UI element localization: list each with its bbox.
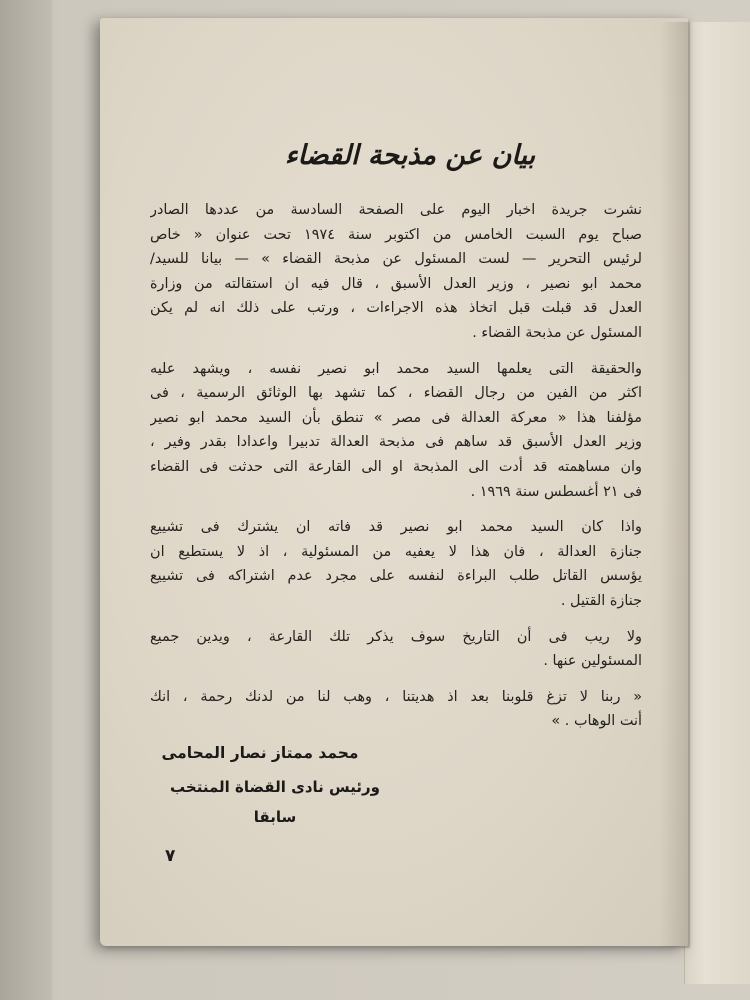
paragraph: [150, 198, 642, 346]
text-line: جنازة القتيل .: [560, 592, 642, 609]
text-line: المسئول عن مذبحة القضاء .: [472, 324, 642, 341]
signature-title: ورئيس نادى القضاة المنتخب سابقا: [170, 778, 380, 826]
text-line: واذا كان السيد محمد ابو نصير قد فاته ان يشترك فى تشييع: [150, 519, 642, 536]
text-line: العدل قد قبلت قبل اتخاذ هذه الاجراءات ، ورتب على ذلك انه لم يكن: [150, 300, 642, 317]
page-number: ٧: [165, 846, 176, 866]
text-line: أنت الوهاب . »: [551, 713, 642, 730]
text-line: مؤلفنا هذا « معركة العدالة فى مصر » تنطق بأن السيد محمد ابو نصير: [150, 409, 642, 426]
text-line: وزير العدل الأسبق قد ساهم فى مذبحة العدالة تدبيرا واعدادا بقدر وفير ،: [150, 434, 642, 451]
paragraph: [150, 625, 642, 674]
text-line: نشرت جريدة اخبار اليوم على الصفحة السادسة من عددها الصادر: [150, 202, 642, 218]
text-line: والحقيقة التى يعلمها السيد محمد ابو نصير نفسه ، ويشهد عليه: [150, 360, 642, 377]
text-line: فى ٢١ أغسطس سنة ١٩٦٩ .: [470, 483, 642, 500]
body-text: [150, 198, 642, 745]
text-line: ولا ريب فى أن التاريخ سوف يذكر تلك القارعة ، ويدين جميع: [150, 628, 642, 645]
text-line: لرئيس التحرير — لست المسئول عن مذبحة القضاء » — بيانا للسيد/: [150, 251, 642, 268]
signature-name: محمد ممتاز نصار المحامى: [161, 744, 359, 762]
left-cover-edge: [0, 0, 52, 1000]
paragraph: [150, 357, 642, 505]
text-line: وان مساهمته قد أدت الى المذبحة او الى القارعة التى حدثت فى القضاء: [150, 458, 642, 475]
paragraph: [150, 515, 642, 613]
text-line: اكثر من الفين من رجال القضاء ، كما تشهد بها الوثائق الرسمية ، فى: [150, 385, 642, 402]
text-line: صباح يوم السبت الخامس من اكتوبر سنة ١٩٧٤ تحت عنوان « خاص: [150, 226, 642, 243]
text-line: المسئولين عنها .: [543, 653, 642, 670]
signature-block: [150, 740, 400, 832]
text-line: يؤسس القاتل طلب البراءة لنفسه على مجرد عدم اشتراكه فى تشييع: [150, 568, 642, 585]
paragraph: [150, 685, 642, 734]
text-line: « ربنا لا تزغ قلوبنا بعد اذ هديتنا ، وهب لنا من لدنك رحمة ، انك: [150, 688, 642, 705]
facing-page-edge: [684, 22, 750, 984]
binding-shadow: [660, 22, 690, 948]
text-line: محمد ابو نصير ، وزير العدل الأسبق ، قال فيه ان استقالته من وزارة: [150, 275, 642, 292]
page-title: بيان عن مذبحة القضاء: [284, 140, 536, 171]
text-line: جنازة العدالة ، فان هذا لا يعفيه من المسئولية ، اذ لا يستطيع ان: [150, 543, 642, 560]
